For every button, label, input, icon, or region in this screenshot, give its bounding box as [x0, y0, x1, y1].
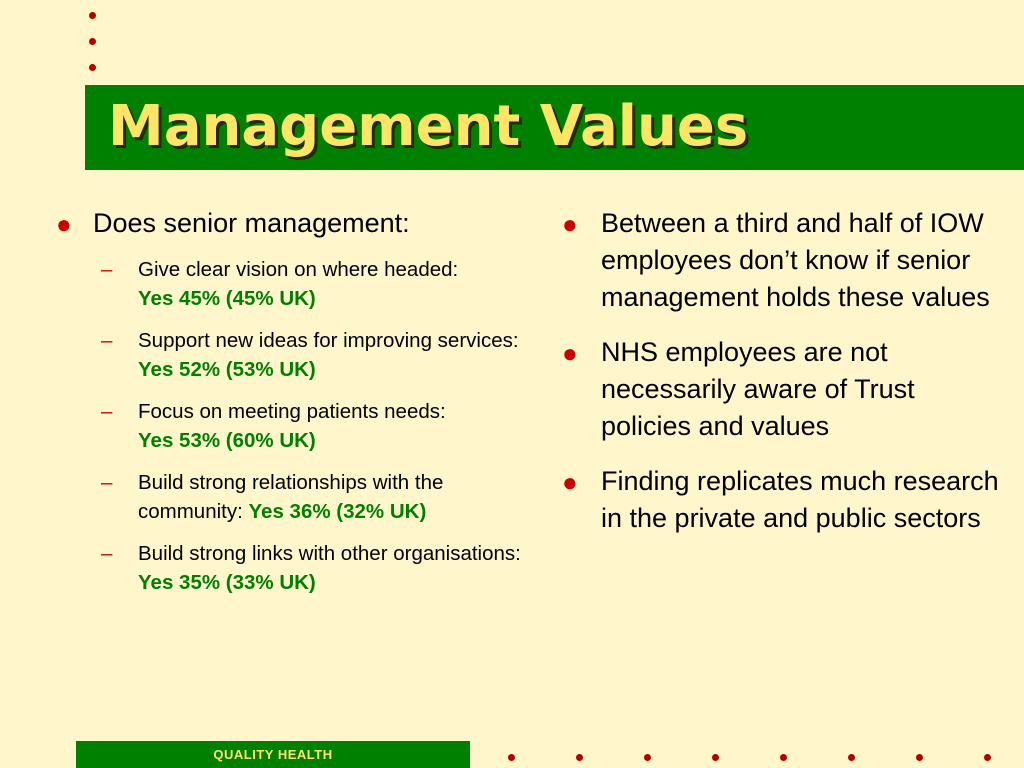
dot-icon	[508, 754, 515, 761]
bullet-item	[56, 205, 526, 242]
dash-icon: –	[101, 329, 113, 352]
sub-item-list	[93, 255, 526, 597]
bullet-icon: ●	[562, 467, 578, 497]
bullet-text: Finding replicates much research in the private and public sectors	[601, 466, 999, 533]
sub-item-value: Yes 52% (53% UK)	[138, 358, 316, 381]
footer-bar	[76, 741, 470, 768]
decorative-dots-vertical	[89, 12, 99, 76]
dash-icon: –	[101, 258, 113, 281]
dot-icon	[89, 64, 96, 71]
slide-title: Management Values	[108, 94, 749, 159]
bullet-text: Between a third and half of IOW employees don’t know if senior management holds these values	[601, 208, 990, 312]
dot-icon	[848, 754, 855, 761]
sub-item-text: Build strong relationships with the community:	[138, 471, 444, 523]
bullet-text: NHS employees are not necessarily aware of Trust policies and values	[601, 337, 915, 441]
bullet-icon: ●	[562, 209, 578, 239]
dash-icon: –	[101, 400, 113, 423]
sub-item-text: Focus on meeting patients needs:	[138, 400, 446, 423]
dot-icon	[89, 38, 96, 45]
sub-item	[93, 326, 526, 384]
dot-icon	[576, 754, 583, 761]
sub-item-value: Yes 36% (32% UK)	[248, 500, 427, 523]
dot-icon	[644, 754, 651, 761]
sub-item-value: Yes 53% (60% UK)	[138, 429, 316, 452]
sub-item-text: Support new ideas for improving services:	[138, 329, 519, 352]
bullet-item	[562, 205, 1002, 316]
right-column	[562, 205, 1002, 555]
dash-icon: –	[101, 471, 113, 494]
sub-item-text: Give clear vision on where headed:	[138, 258, 459, 281]
title-bar	[85, 85, 1024, 170]
dot-icon	[780, 754, 787, 761]
sub-item	[93, 468, 526, 526]
left-column	[56, 205, 526, 610]
sub-item	[93, 397, 526, 455]
footer-label: QUALITY HEALTH	[213, 747, 333, 762]
sub-item	[93, 255, 526, 313]
bullet-icon: ●	[56, 209, 72, 239]
bullet-item	[562, 334, 1002, 445]
bullet-item	[562, 463, 1002, 537]
dot-icon	[984, 754, 991, 761]
bullet-icon: ●	[562, 338, 578, 368]
sub-item	[93, 539, 526, 597]
dash-icon: –	[101, 542, 113, 565]
sub-item-value: Yes 45% (45% UK)	[138, 287, 316, 310]
dot-icon	[712, 754, 719, 761]
decorative-dots-horizontal	[508, 754, 1008, 764]
sub-item-text: Build strong links with other organisations:	[138, 542, 521, 565]
sub-item-value: Yes 35% (33% UK)	[138, 571, 316, 594]
dot-icon	[916, 754, 923, 761]
dot-icon	[89, 12, 96, 19]
bullet-text: Does senior management:	[93, 208, 410, 238]
